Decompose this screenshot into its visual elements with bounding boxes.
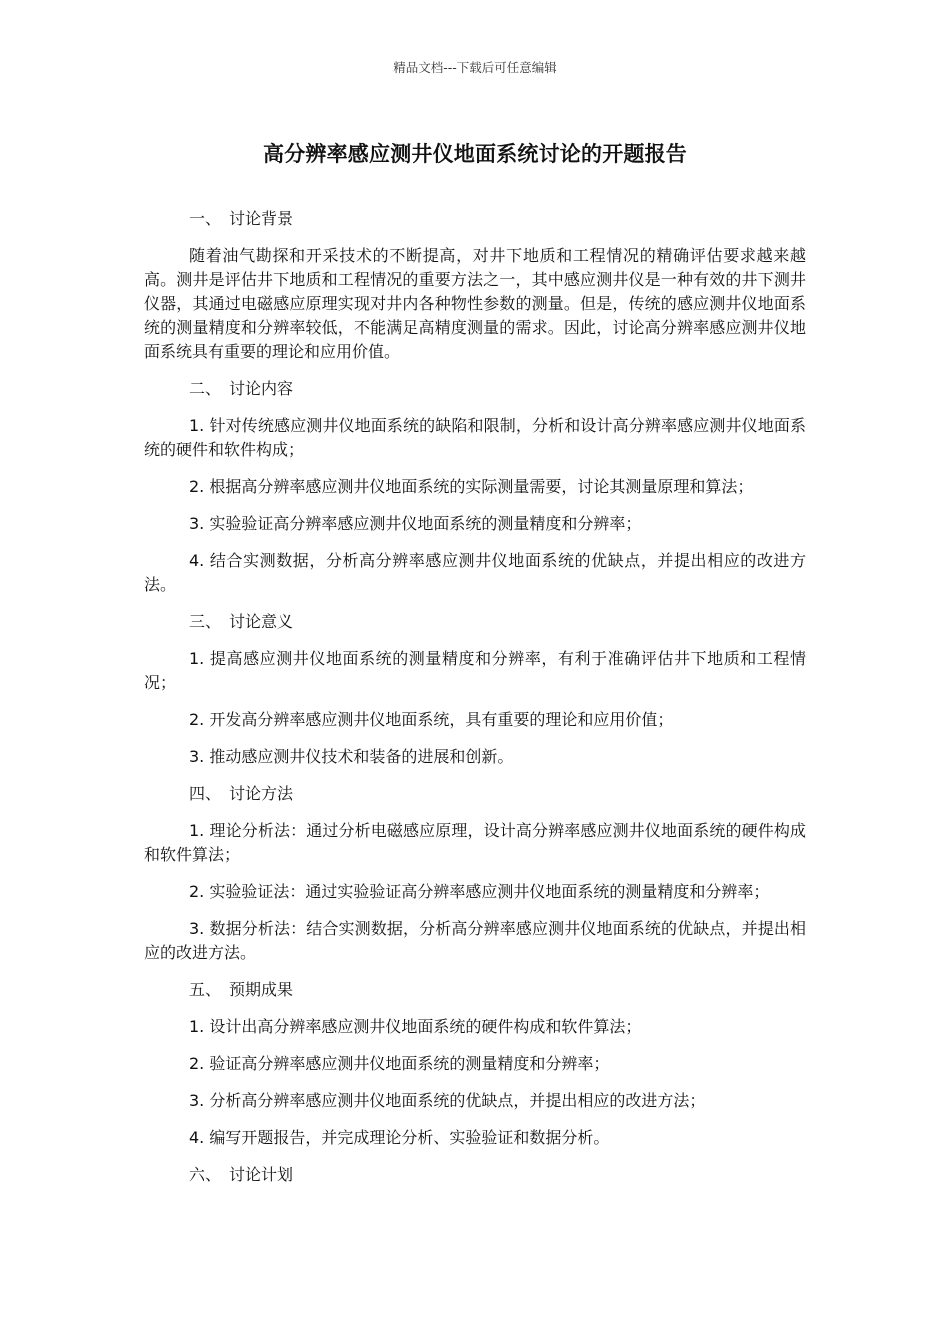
list-item: 4. 结合实测数据，分析高分辨率感应测井仪地面系统的优缺点，并提出相应的改进方法。 [144,551,806,594]
section-number: 五、 [189,980,222,999]
section-number: 六、 [189,1165,222,1184]
list-item: 2. 根据高分辨率感应测井仪地面系统的实际测量需要，讨论其测量原理和算法； [189,477,754,496]
list-item: 2. 实验验证法：通过实验验证高分辨率感应测井仪地面系统的测量精度和分辨率； [189,882,770,901]
section-title: 讨论内容 [229,379,294,398]
section-heading-plan [144,1163,806,1187]
section-title: 讨论计划 [229,1165,294,1184]
list-item: 1. 针对传统感应测井仪地面系统的缺陷和限制，分析和设计高分辨率感应测井仪地面系统的硬件和软件构成； [144,416,806,459]
list-item: 3. 分析高分辨率感应测井仪地面系统的优缺点，并提出相应的改进方法； [189,1091,706,1110]
section-number: 三、 [189,612,222,631]
section-title: 讨论背景 [229,209,294,228]
list-item: 2. 开发高分辨率感应测井仪地面系统，具有重要的理论和应用价值； [189,710,674,729]
section-number: 四、 [189,784,222,803]
page-title: 高分辨率感应测井仪地面系统讨论的开题报告 [263,142,687,166]
section-title: 讨论意义 [229,612,294,631]
section-title: 预期成果 [229,980,294,999]
list-item: 4. 编写开题报告，并完成理论分析、实验验证和数据分析。 [189,1128,610,1147]
list-item: 3. 实验验证高分辨率感应测井仪地面系统的测量精度和分辨率； [189,514,642,533]
list-item: 1. 理论分析法：通过分析电磁感应原理，设计高分辨率感应测井仪地面系统的硬件构成和软件算法； [144,821,806,864]
section-number: 二、 [189,379,222,398]
list-item: 1. 设计出高分辨率感应测井仪地面系统的硬件构成和软件算法； [189,1017,642,1036]
section-heading-content [144,377,806,401]
section-heading-expected-results [144,978,806,1002]
section-heading-methods [144,782,806,806]
section-title: 讨论方法 [229,784,294,803]
list-item: 1. 提高感应测井仪地面系统的测量精度和分辨率，有利于准确评估井下地质和工程情况； [144,649,806,692]
list-item: 3. 推动感应测井仪技术和装备的进展和创新。 [189,747,514,766]
list-item: 3. 数据分析法：结合实测数据，分析高分辨率感应测井仪地面系统的优缺点，并提出相应的改进方法。 [144,919,806,962]
header-note: 精品文档---下载后可任意编辑 [393,60,557,75]
section-heading-significance [144,610,806,634]
document-body [144,207,806,1200]
paragraph: 随着油气勘探和开采技术的不断提高，对井下地质和工程情况的精确评估要求越来越高。测井是评估井下地质和工程情况的重要方法之一，其中感应测井仪是一种有效的井下测井仪器，其通过电磁感应原理实现对井内各种物性参数的测量。但是，传统的感应测井仪地面系统的测量精度和分辨率较低，不能满足高精度测量的需求。因此，讨论高分辨率感应测井仪地面系统具有重要的理论和应用价值。 [144,246,806,361]
section-heading-background [144,207,806,231]
list-item: 2. 验证高分辨率感应测井仪地面系统的测量精度和分辨率； [189,1054,610,1073]
section-number: 一、 [189,209,222,228]
